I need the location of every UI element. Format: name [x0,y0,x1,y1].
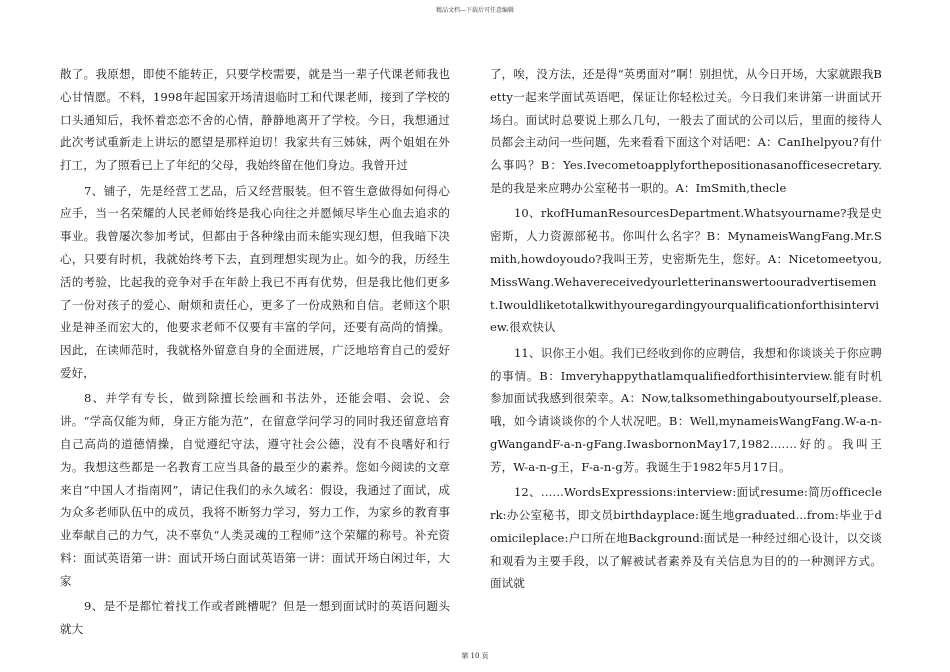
paragraph: 10、rkofHumanResourcesDepartment.Whatsyourname?我是史密斯，人力资源部秘书。你叫什么名字？B：MynameisWangFang.Mr.Smith,howdoyoudo?我叫王芳，史密斯先生，您好。A：Nicetomeetyou,MissWang.Wehavereceivedyourletterinanswertoouradvertisement.Iwouldliketotalkwithyouregardingyourqualificationforthisinterview.很欢快认 [490,206,882,335]
left-column [60,63,450,643]
right-column [490,63,882,598]
paragraph: 8、并学有专长，做到除擅长绘画和书法外，还能会唱、会说、会讲。“学高仅能为师，身正方能为范”，在留意学问学习的同时我还留意培育自己高尚的道德情操，自觉遵纪守法，遵守社会公德，没有不良嗜好和行为。我想这些都是一名教育工应当具备的最至少的素养。您如今阅读的文章来自“中国人才指南网”，请记住我们的永久域名：假设，我通过了面试，成为众多老师队伍中的成员，我将不断努力学习，努力工作，为家乡的教育事业奉献自己的力气，决不辜负“人类灵魂的工程师”这个荣耀的称号。补充资料：面试英语第一讲：面试开场白面试英语第一讲：面试开场白闲过年，大家 [60,391,450,588]
paragraph: 12、……WordsExpressions:interview:面试resume:简历officeclerk:办公室秘书，即文员birthdayplace:诞生地graduated...from:毕业于domicileplace:户口所在地Background:面试是一种经过细心设计，以交谈和观看为主要手段，以了解被试者素养及有关信息为目的的一种测评方式。面试就 [490,485,882,591]
paragraph: 散了。我原想，即使不能转正，只要学校需要，就是当一辈子代课老师我也心甘情愿。不料，1998年起国家开场清退临时工和代课老师，接到了学校的口头通知后，我怀着恋恋不舍的心情，静静地离开了学校。今日，我想通过此次考试重新走上讲坛的愿望是那样迫切！我家共有三姊妹，两个姐姐在外打工，为了照看已上了年纪的父母，我始终留在他们身边。我曾开过 [60,67,450,173]
paragraph: 11、识你王小姐。我们已经收到你的应聘信，我想和你谈谈关于你应聘的事情。B：Imveryhappythatlamqualifiedforthisinterview.能有时机参加面试我感到很荣幸。A：Now,talksomethingaboutyourself,please.哦，如今请谈谈你的个人状况吧。B：Well,mynameisWangFang.W-a-n-gWangandF-a-n-gFang.IwasbornonMay17,1982.……好的。我叫王芳，W-a-n-g王，F-a-n-g芳。我诞生于1982年5月17日。 [490,345,882,474]
page-number: 第 10 页 [461,652,489,660]
page-header: 精品文档---下载后可任意编辑 [435,7,515,14]
paragraph: 了，唉，没方法，还是得“英勇面对”啊！别担忧，从今日开场，大家就跟我Betty一起来学面试英语吧，保证让你轻松过关。今日我们来讲第一讲面试开场白。面试时总要说上那么几句，一般去了面试的公司以后，里面的接待人员都会主动问一些问题，先来看看下面这个对话吧：A：CanIhelpyou?有什么事吗？B：Yes.Ivecometoapplyforthepositionasanofficesecretary.是的我是来应聘办公室秘书一职的。A：ImSmith,thecle [490,67,882,195]
paragraph: 7、铺子，先是经营工艺品，后又经营服装。但不管生意做得如何得心应手，当一名荣耀的人民老师始终是我心向往之并愿倾尽毕生心血去追求的事业。我曾屡次参加考试，但都由于各种缘由而未能实现幻想，但我暗下决心，只要有时机，我就始终考下去，直到理想实现为止。如今的我，历经生活的考验，比起我的竞争对手在年龄上我已不再有优势，但是我比他们更多了一份对孩子的爱心、耐烦和责任心，更多了一份成熟和自信。老师这个职业是神圣而宏大的，他要求老师不仅要有丰富的学问，还要有高尚的情操。因此，在读师范时，我就格外留意自身的全面进展，广泛地培育自己的爱好爱好， [60,183,450,380]
paragraph: 9、是不是都忙着找工作或者跳槽呢？但是一想到面试时的英语问题头就大 [60,599,450,636]
